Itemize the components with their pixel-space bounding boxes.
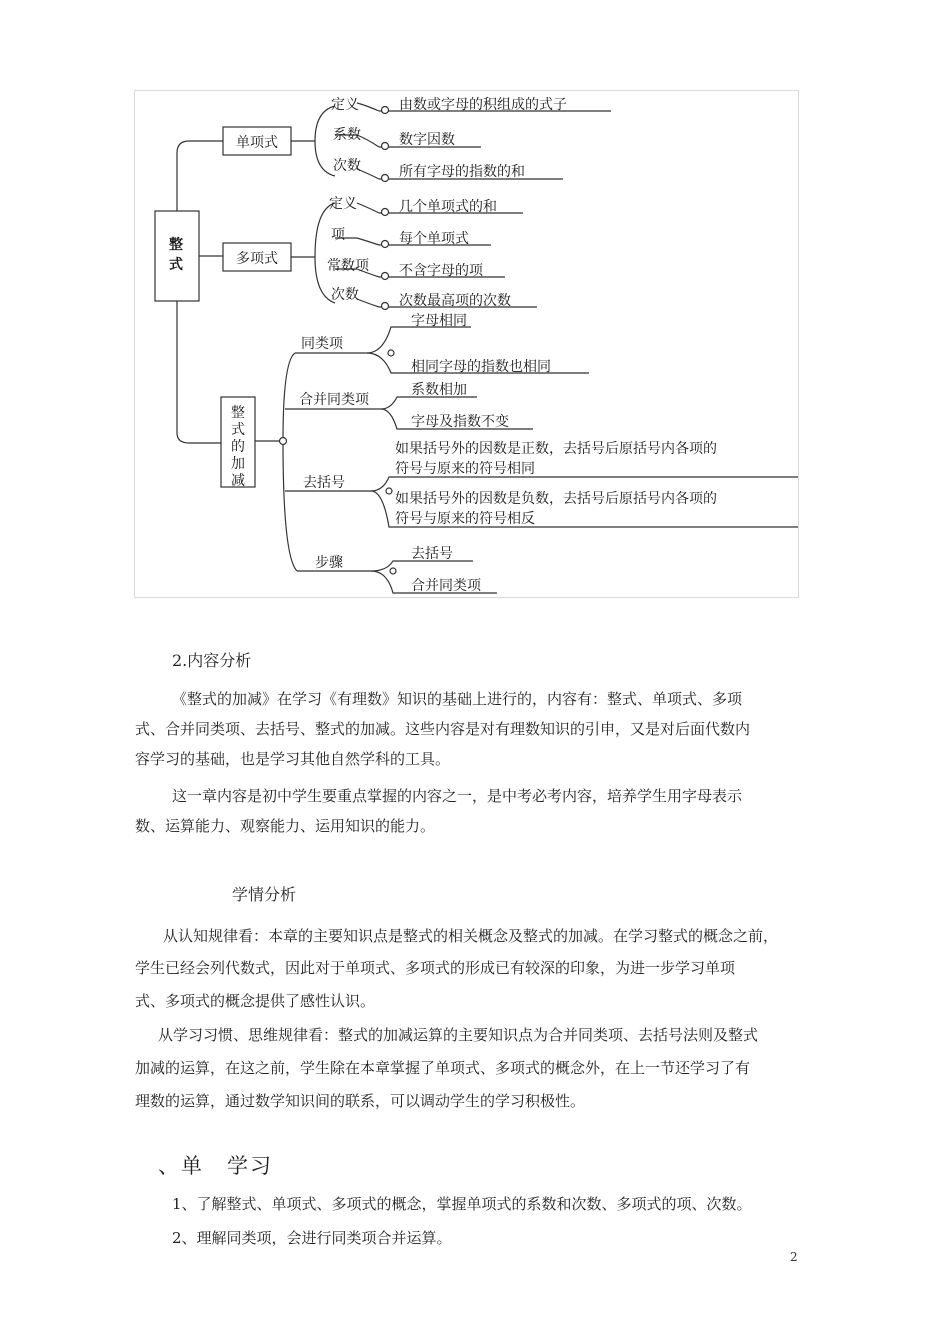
root-label: 整式 <box>169 237 185 273</box>
brackets-label: 去括号 <box>303 475 345 491</box>
polynomial-key-term: 项 <box>331 227 345 243</box>
polynomial-label: 多项式 <box>236 251 278 267</box>
brackets-rule-2-line-2: 符号与原来的符号相反 <box>395 511 535 527</box>
monomial-key-definition: 定义 <box>331 97 359 113</box>
page-number: 2 <box>790 1250 798 1264</box>
learner-analysis-p2-line1: 从学习习惯、思维规律看：整式的加减运算的主要知识点为合并同类项、去括号法则及整式 <box>158 1026 759 1044</box>
learner-analysis-p1-line2: 学生已经会列代数式，因此对于单项式、多项式的形成已有较深的印象，为进一步学习单项 <box>135 959 736 977</box>
learner-analysis-p2-line3: 理数的运算，通过数学知识间的联系，可以调动学生的学习积极性。 <box>135 1092 586 1110</box>
learner-analysis-p2-line2: 加减的运算，在这之前，学生除在本章掌握了单项式、多项式的概念外，在上一节还学习了有 <box>135 1059 751 1077</box>
polynomial-key-definition: 定义 <box>329 196 357 212</box>
polynomial-key-degree: 次数 <box>331 287 359 303</box>
combine-label: 合并同类项 <box>299 392 369 408</box>
addsub-char-1: 整 <box>231 405 245 421</box>
steps-item-2: 合并同类项 <box>411 578 481 594</box>
concept-map-figure <box>134 90 799 598</box>
content-analysis-p1-line3: 容学习的基础，也是学习其他自然学科的工具。 <box>135 750 451 768</box>
content-analysis-p2-line2: 数、运算能力、观察能力、运用知识的能力。 <box>135 817 436 835</box>
brackets-rule-1-line-2: 符号与原来的符号相同 <box>395 461 535 477</box>
concept-map-svg <box>135 91 798 597</box>
addsub-char-5: 减 <box>231 473 245 489</box>
brackets-rule-2-line-1: 如果括号外的因数是负数，去括号后原括号内各项的 <box>395 491 717 507</box>
addsub-char-2: 式 <box>231 422 245 438</box>
polynomial-key-constant: 常数项 <box>327 258 369 274</box>
steps-label: 步骤 <box>315 555 343 571</box>
monomial-key-degree: 次数 <box>333 158 361 174</box>
root-box <box>155 211 199 301</box>
addsub-char-4: 加 <box>231 456 245 472</box>
like-terms-label: 同类项 <box>301 336 343 352</box>
polynomial-value-constant: 不含字母的项 <box>399 263 483 279</box>
learner-analysis-heading: 学情分析 <box>232 885 297 904</box>
unit-goal-1: 1、了解整式、单项式、多项式的概念，掌握单项式的系数和次数、多项式的项、次数。 <box>172 1195 752 1213</box>
unit-goals-heading: 、单 学习 <box>158 1154 273 1178</box>
combine-item-2: 字母及指数不变 <box>411 414 509 430</box>
brackets-rule-1-line-1: 如果括号外的因数是正数，去括号后原括号内各项的 <box>395 441 717 457</box>
monomial-value-coefficient: 数字因数 <box>399 132 455 148</box>
content-analysis-p2-line1: 这一章内容是初中学生要重点掌握的内容之一，是中考必考内容，培养学生用字母表示 <box>172 787 743 805</box>
monomial-label: 单项式 <box>236 135 278 151</box>
monomial-key-coefficient: 系数 <box>333 127 361 143</box>
monomial-value-degree: 所有字母的指数的和 <box>399 164 525 180</box>
polynomial-value-degree: 次数最高项的次数 <box>399 293 511 309</box>
polynomial-value-term: 每个单项式 <box>399 231 469 247</box>
content-analysis-p1-line1: 《整式的加减》在学习《有理数》知识的基础上进行的，内容有：整式、单项式、多项 <box>172 690 743 708</box>
content-analysis-heading: 2.内容分析 <box>172 651 252 670</box>
learner-analysis-p1-line1: 从认知规律看：本章的主要知识点是整式的相关概念及整式的加减。在学习整式的概念之前， <box>163 927 779 945</box>
polynomial-value-definition: 几个单项式的和 <box>399 199 497 215</box>
addsub-char-3: 的 <box>231 439 245 455</box>
combine-item-1: 系数相加 <box>411 382 467 398</box>
unit-goal-2: 2、理解同类项，会进行同类项合并运算。 <box>172 1229 452 1247</box>
like-terms-item-1: 字母相同 <box>411 313 467 329</box>
content-analysis-p1-line2: 式、合并同类项、去括号、整式的加减。这些内容是对有理数知识的引申，又是对后面代数内 <box>135 720 751 738</box>
steps-item-1: 去括号 <box>411 546 453 562</box>
learner-analysis-p1-line3: 式、多项式的概念提供了感性认识。 <box>135 992 376 1010</box>
like-terms-item-2: 相同字母的指数也相同 <box>411 359 551 375</box>
monomial-value-definition: 由数或字母的积组成的式子 <box>399 97 567 113</box>
